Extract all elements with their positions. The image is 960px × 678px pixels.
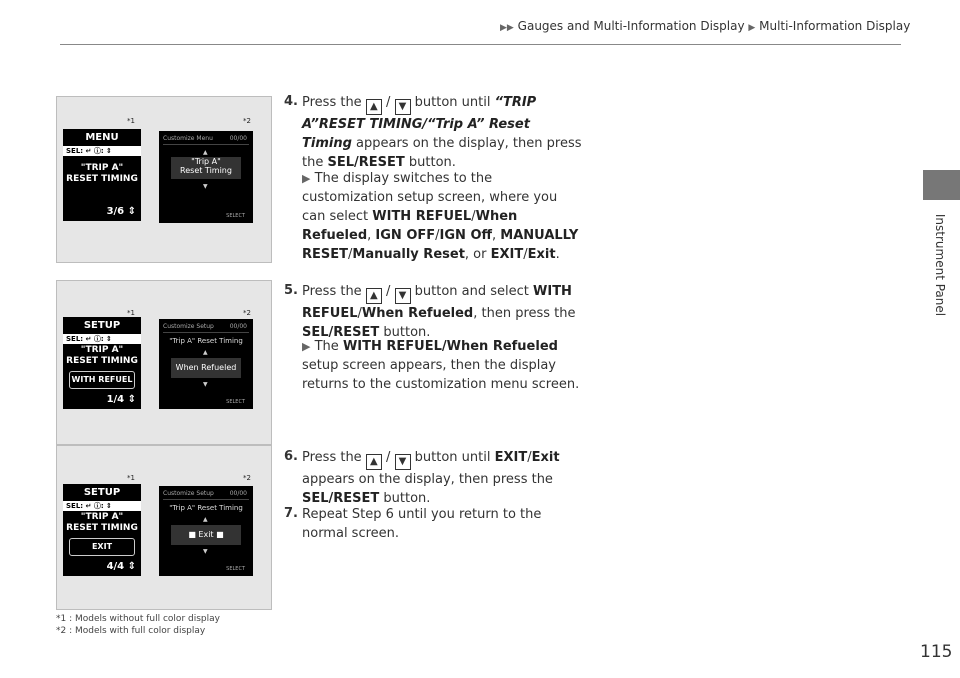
footnote-mark: *1 <box>127 309 135 317</box>
info-up-button-icon: ▲ <box>366 99 382 115</box>
screen-header: Customize Menu 00/00 <box>163 134 249 145</box>
screen-option-box: EXIT <box>69 538 135 556</box>
figure-step-5 <box>56 280 272 445</box>
breadcrumb-arrow-icon: ▶▶ <box>500 23 514 33</box>
screen-main-text: "TRIP A" RESET TIMING <box>66 163 138 184</box>
breadcrumb <box>500 19 910 33</box>
select-label: SELECT <box>226 566 245 572</box>
chapter-tab <box>923 170 960 200</box>
step-4-text: Press the ▲ / ▼ button until “TRIP A”RESET TIMING/“Trip A” Reset Timing appears on the display, then press the SEL/RESET button. <box>302 95 582 170</box>
figure-step-6 <box>56 445 272 610</box>
breadcrumb-page[interactable]: Multi-Information Display <box>759 19 911 33</box>
screen-highlight: ■ Exit ■ <box>171 525 241 545</box>
arrow-down-icon: ▼ <box>203 548 208 555</box>
display-screen-color <box>159 486 253 576</box>
select-label: SELECT <box>226 399 245 405</box>
down-button-icon: ▼ <box>395 454 411 470</box>
info-up-button-icon: ▲ <box>366 454 382 470</box>
arrow-up-icon: ▲ <box>203 516 208 523</box>
screen-count: 4/4 ⇕ <box>106 561 136 572</box>
step-5-text: Press the ▲ / ▼ button and select WITH REFUEL/When Refueled, then press the SEL/RESET button. <box>302 284 576 340</box>
footnote-mark: *1 <box>127 474 135 482</box>
down-button-icon: ▼ <box>395 288 411 304</box>
step-number: 6. <box>284 449 298 464</box>
screen-title: MENU <box>85 132 119 143</box>
step-5-subnote: ▶ The WITH REFUEL/When Refueled setup screen appears, then the display returns to the customization menu screen. <box>302 339 580 392</box>
arrow-up-icon: ▲ <box>203 149 208 156</box>
screen-count: 1/4 ⇕ <box>106 394 136 405</box>
footnote: *1 : Models without full color display <box>56 614 220 624</box>
info-up-button-icon: ▲ <box>366 288 382 304</box>
footnote-mark: *2 <box>243 474 251 482</box>
chapter-label: Instrument Panel <box>933 213 947 317</box>
screen-title: SETUP <box>83 487 121 498</box>
screen-sel-row: SEL: ↵ ⓘ: ⇕ <box>63 334 141 344</box>
footnote-mark: *2 <box>243 117 251 125</box>
down-button-icon: ▼ <box>395 99 411 115</box>
page-number: 115 <box>920 642 953 662</box>
breadcrumb-arrow-icon: ▶ <box>748 23 756 33</box>
step-7-text: Repeat Step 6 until you return to the normal screen. <box>302 507 542 541</box>
screen-highlight: When Refueled <box>171 358 241 378</box>
result-arrow-icon: ▶ <box>302 172 311 185</box>
screen-highlight: "Trip A" Reset Timing <box>171 157 241 179</box>
select-label: SELECT <box>226 213 245 219</box>
display-screen-color <box>159 319 253 409</box>
display-screen-basic <box>63 317 141 409</box>
arrow-down-icon: ▼ <box>203 183 208 190</box>
screen-title: SETUP <box>83 320 121 331</box>
screen-header: Customize Setup 00/00 <box>163 489 249 500</box>
arrow-up-icon: ▲ <box>203 349 208 356</box>
step-number: 7. <box>284 506 298 521</box>
screen-sel-row: SEL: ↵ ⓘ: ⇕ <box>63 501 141 511</box>
display-screen-color <box>159 131 253 223</box>
footnote-mark: *1 <box>127 117 135 125</box>
header-divider <box>60 44 901 45</box>
screen-option-box: WITH REFUEL <box>69 371 135 389</box>
step-number: 5. <box>284 283 298 298</box>
screen-main-text: "TRIP A" RESET TIMING <box>66 345 138 366</box>
display-screen-basic <box>63 129 141 221</box>
arrow-down-icon: ▼ <box>203 381 208 388</box>
screen-setting-name: "Trip A" Reset Timing <box>169 504 243 512</box>
step-6-text: Press the ▲ / ▼ button until EXIT/Exit appears on the display, then press the SEL/RESET button. <box>302 450 560 506</box>
figure-step-4 <box>56 96 272 263</box>
screen-count: 3/6 ⇕ <box>106 206 136 217</box>
screen-sel-row: SEL: ↵ ⓘ: ⇕ <box>63 146 141 156</box>
screen-header: Customize Setup 00/00 <box>163 322 249 333</box>
display-screen-basic <box>63 484 141 576</box>
breadcrumb-section[interactable]: Gauges and Multi-Information Display <box>517 19 745 33</box>
step-number: 4. <box>284 94 298 109</box>
footnote: *2 : Models with full color display <box>56 626 206 636</box>
footnote-mark: *2 <box>243 309 251 317</box>
result-arrow-icon: ▶ <box>302 340 311 353</box>
screen-main-text: "TRIP A" RESET TIMING <box>66 512 138 533</box>
footnotes <box>56 613 220 637</box>
screen-setting-name: "Trip A" Reset Timing <box>169 337 243 345</box>
step-4-subnote: ▶ The display switches to the customization setup screen, where you can select WITH REFUEL/When Refueled, IGN OFF/IGN Off, MANUALLY RESET/Manually Reset, or EXIT/Exit. <box>302 171 579 262</box>
